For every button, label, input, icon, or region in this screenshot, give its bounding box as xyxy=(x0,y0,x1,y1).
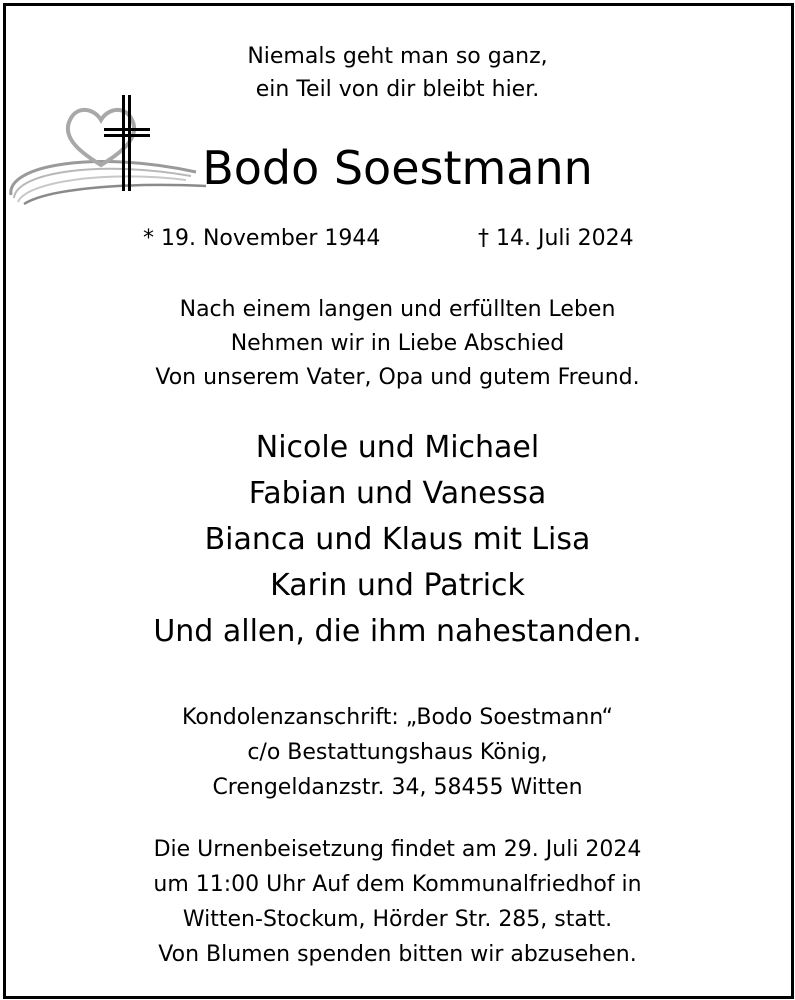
motto xyxy=(0,40,795,106)
intro-text xyxy=(0,293,795,395)
condolence-address xyxy=(0,700,795,805)
intro-line: Von unserem Vater, Opa und gutem Freund. xyxy=(155,365,640,390)
motto-line: ein Teil von dir bleibt hier. xyxy=(255,77,540,102)
deceased-name-text: Bodo Soestmann xyxy=(202,141,593,195)
funeral-line: Von Blumen spenden bitten wir abzusehen. xyxy=(158,942,637,967)
family-line: Fabian und Vanessa xyxy=(248,476,547,511)
family-line: Nicole und Michael xyxy=(255,430,540,465)
condolence-line: Crengeldanzstr. 34, 58455 Witten xyxy=(212,775,583,800)
intro-line: Nach einem langen und erfüllten Leben xyxy=(179,297,616,322)
funeral-line: um 11:00 Uhr Auf dem Kommunalfriedhof in xyxy=(153,872,642,897)
funeral-info xyxy=(0,832,795,972)
deceased-name xyxy=(0,140,795,196)
family-list xyxy=(0,425,795,655)
funeral-line: Witten-Stockum, Hörder Str. 285, statt. xyxy=(182,907,613,932)
funeral-line: Die Urnenbeisetzung findet am 29. Juli 2024 xyxy=(153,837,642,862)
death-date: † 14. Juli 2024 xyxy=(478,226,634,251)
family-line: Bianca und Klaus mit Lisa xyxy=(204,522,591,557)
birth-date: * 19. November 1944 xyxy=(143,226,381,251)
intro-line: Nehmen wir in Liebe Abschied xyxy=(230,331,565,356)
family-line: Und allen, die ihm nahestanden. xyxy=(153,614,642,649)
family-line: Karin und Patrick xyxy=(270,568,525,603)
condolence-line: Kondolenzanschrift: „Bodo Soestmann“ xyxy=(182,705,613,730)
condolence-line: c/o Bestattungshaus König, xyxy=(247,740,548,765)
motto-line: Niemals geht man so ganz, xyxy=(247,44,548,69)
